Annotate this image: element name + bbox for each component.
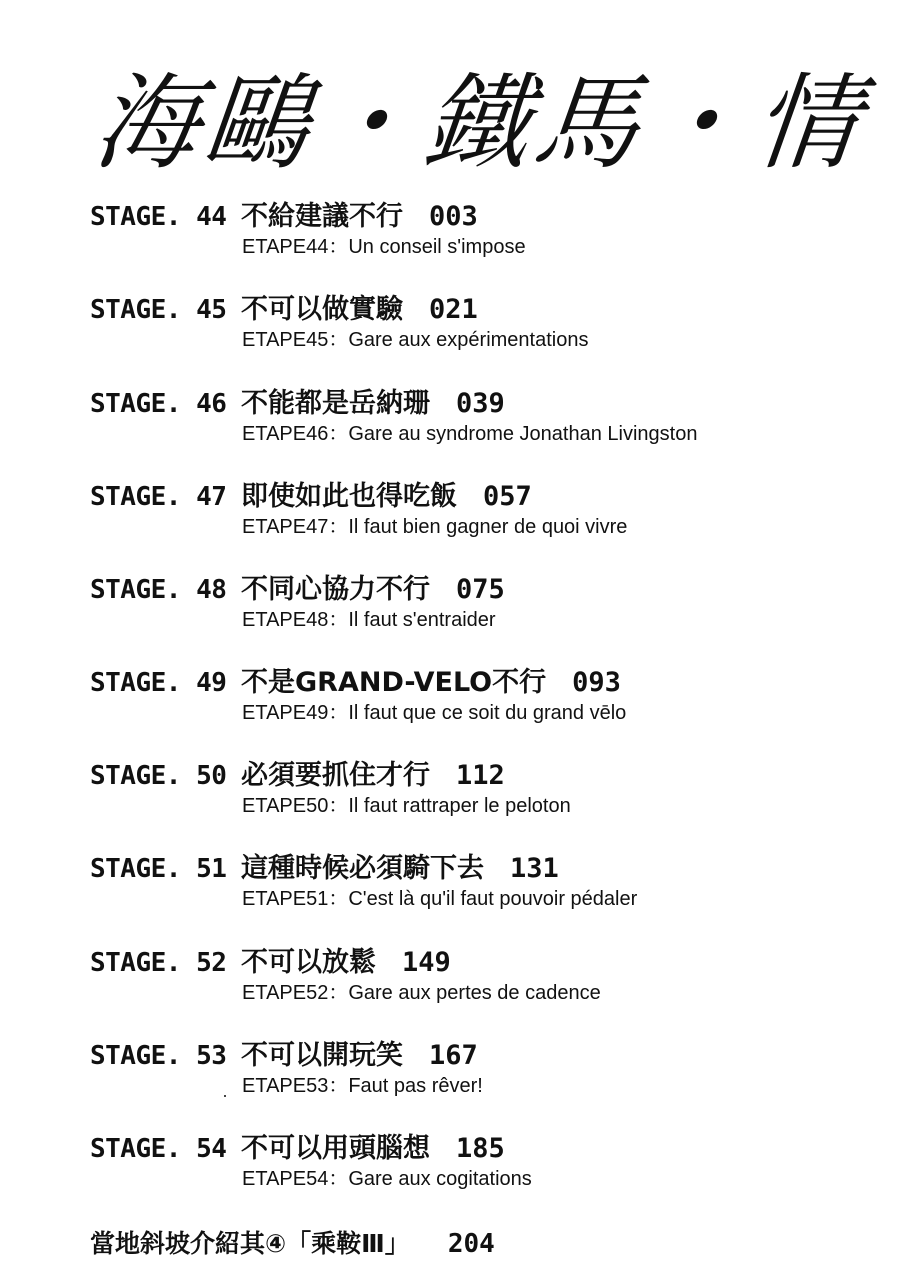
speck-mark (224, 1095, 226, 1097)
toc-entry[interactable] (90, 757, 870, 817)
chapter-subtitle: ETAPE52：Gare aux pertes de cadence (242, 982, 601, 1004)
chapter-subtitle: ETAPE54：Gare aux cogitations (242, 1168, 532, 1190)
chapter-title: 不可以放鬆 (241, 947, 376, 978)
chapter-subtitle: ETAPE48：Il faut s'entraider (242, 609, 496, 631)
toc-entry[interactable] (90, 944, 870, 1004)
chapter-title: 這種時候必須騎下去 (241, 853, 484, 884)
stage-label: STAGE. 49 (90, 668, 227, 698)
chapter-title: 即使如此也得吃飯 (241, 481, 457, 512)
toc-entry[interactable] (90, 850, 870, 910)
stage-label: STAGE. 46 (90, 389, 227, 419)
chapter-title: 不同心協力不行 (241, 574, 430, 605)
chapter-title: 必須要抓住才行 (241, 760, 430, 791)
chapter-heading (241, 664, 621, 702)
stage-label: STAGE. 54 (90, 1134, 227, 1164)
chapter-title: 不給建議不行 (241, 201, 403, 232)
book-title: 海鷗・鐵馬・情 (88, 62, 872, 184)
chapter-subtitle: ETAPE45：Gare aux expérimentations (242, 329, 589, 351)
chapter-heading (241, 850, 559, 888)
stage-label: STAGE. 47 (90, 482, 227, 512)
page-number: 003 (429, 201, 478, 232)
chapter-heading (241, 291, 478, 329)
chapter-heading (241, 944, 451, 982)
page-number: 057 (483, 481, 532, 512)
page-number: 021 (429, 294, 478, 325)
chapter-subtitle: ETAPE47：Il faut bien gagner de quoi vivre (242, 516, 628, 538)
page-number: 167 (429, 1040, 478, 1071)
chapter-heading (241, 385, 505, 423)
stage-label: STAGE. 48 (90, 575, 227, 605)
chapter-title: 不能都是岳納珊 (241, 388, 430, 419)
chapter-subtitle: ETAPE49：Il faut que ce soit du grand vēlo (242, 702, 627, 724)
toc-entry[interactable] (90, 571, 870, 631)
toc-entry[interactable] (90, 664, 870, 724)
chapter-heading (241, 198, 478, 236)
chapter-subtitle: ETAPE44：Un conseil s'impose (242, 236, 526, 258)
toc-footer-entry[interactable] (90, 1224, 495, 1264)
chapter-subtitle: ETAPE51：C'est là qu'il faut pouvoir pédaler (242, 888, 638, 910)
footer-page-number: 204 (447, 1229, 495, 1259)
toc-entry[interactable] (90, 198, 870, 258)
toc-entry[interactable] (90, 1130, 870, 1190)
page-number: 075 (456, 574, 505, 605)
page-number: 093 (572, 667, 621, 698)
stage-label: STAGE. 44 (90, 202, 227, 232)
page-number: 185 (456, 1133, 505, 1164)
toc-entry[interactable] (90, 478, 870, 538)
chapter-heading (241, 757, 505, 795)
chapter-subtitle: ETAPE53：Faut pas rêver! (242, 1075, 483, 1097)
chapter-title: 不是GRAND-VELO不行 (241, 667, 547, 698)
page-number: 149 (402, 947, 451, 978)
page-number: 039 (456, 388, 505, 419)
chapter-heading (241, 478, 532, 516)
page-number: 131 (510, 853, 559, 884)
chapter-title: 不可以開玩笑 (241, 1040, 403, 1071)
stage-label: STAGE. 50 (90, 761, 227, 791)
page-number: 112 (456, 760, 505, 791)
toc-entry[interactable] (90, 385, 870, 445)
stage-label: STAGE. 51 (90, 854, 227, 884)
chapter-subtitle: ETAPE50：Il faut rattraper le peloton (242, 795, 571, 817)
footer-label: 當地斜坡介紹其④「乘鞍Ⅲ」 (90, 1229, 410, 1258)
toc-entry[interactable] (90, 1037, 870, 1097)
chapter-title: 不可以做實驗 (241, 294, 403, 325)
toc-entry[interactable] (90, 291, 870, 351)
stage-label: STAGE. 45 (90, 295, 227, 325)
stage-label: STAGE. 52 (90, 948, 227, 978)
chapter-heading (241, 571, 505, 609)
stage-label: STAGE. 53 (90, 1041, 227, 1071)
chapter-subtitle: ETAPE46：Gare au syndrome Jonathan Livingston (242, 423, 698, 445)
chapter-heading (241, 1037, 478, 1075)
chapter-title: 不可以用頭腦想 (241, 1133, 430, 1164)
chapter-heading (241, 1130, 505, 1168)
